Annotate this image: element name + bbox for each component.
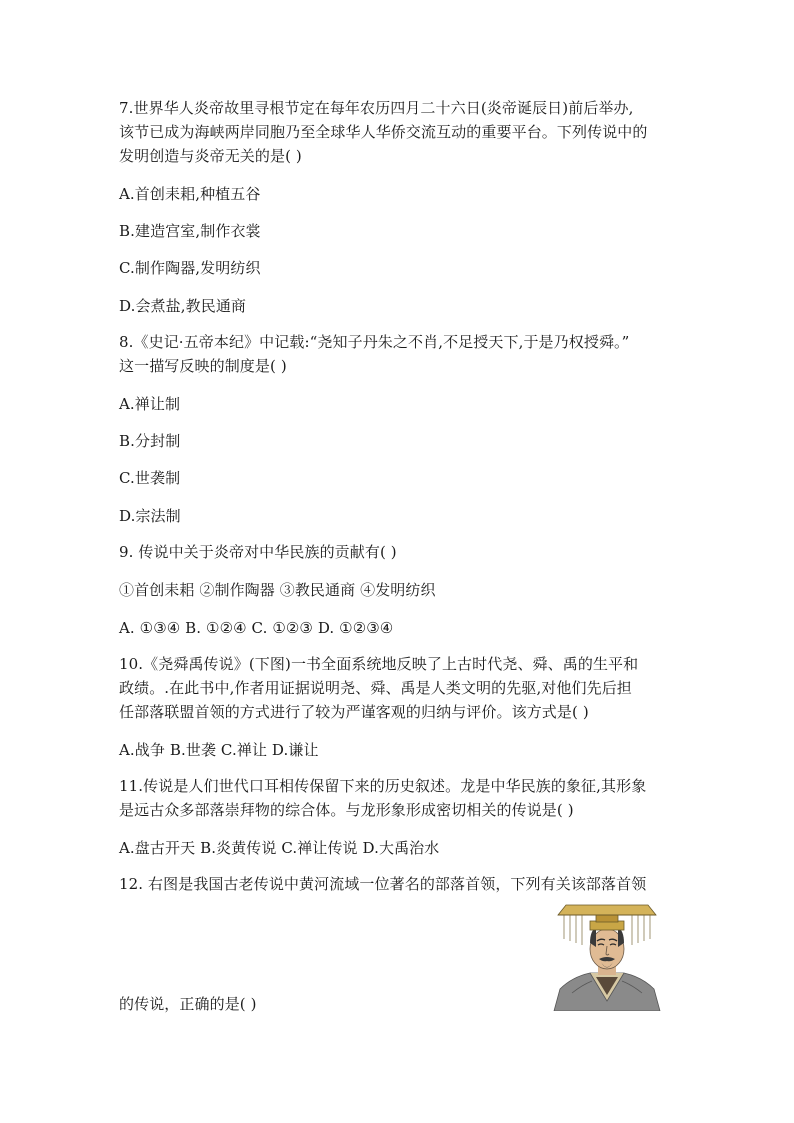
q7-stem-line-3: 发明创造与炎帝无关的是( ) <box>119 147 302 165</box>
q10-stem-line-1: 10.《尧舜禹传说》(下图)一书全面系统地反映了上古时代尧、舜、禹的生平和 <box>119 655 639 673</box>
q9-stem-line-1: 9. 传说中关于炎帝对中华民族的贡献有( ) <box>119 543 397 561</box>
q7-stem-line-1: 7.世界华人炎帝故里寻根节定在每年农历四月二十六日(炎帝诞辰日)前后举办, <box>119 99 634 117</box>
q9-options: A. ①③④ B. ①②④ C. ①②③ D. ①②③④ <box>119 619 394 637</box>
q10-stem-line-3: 任部落联盟首领的方式进行了较为严谨客观的归纳与评价。该方式是( ) <box>119 703 589 721</box>
q8-option-d: D.宗法制 <box>119 507 181 525</box>
q7-option-b: B.建造宫室,制作衣裳 <box>119 222 261 240</box>
q7-stem-line-2: 该节已成为海峡两岸同胞乃至全球华人华侨交流互动的重要平台。下列传说中的 <box>119 123 648 141</box>
q7-option-d: D.会煮盐,教民通商 <box>119 297 247 315</box>
tribal-leader-portrait <box>552 901 662 1011</box>
q8-option-a: A.禅让制 <box>119 395 181 413</box>
q11-options: A.盘古开天 B.炎黄传说 C.禅让传说 D.大禹治水 <box>119 839 440 857</box>
q12-stem-line-1: 12. 右图是我国古老传说中黄河流域一位著名的部落首领，下列有关该部落首领 <box>119 875 647 893</box>
q9-items: ①首创耒耜 ②制作陶器 ③教民通商 ④发明纺织 <box>119 581 436 599</box>
q12-stem-line-2: 的传说，正确的是( ) <box>119 995 257 1013</box>
q8-stem-line-2: 这一描写反映的制度是( ) <box>119 357 287 375</box>
q10-stem-line-2: 政绩。.在此书中,作者用证据说明尧、舜、禹是人类文明的先驱,对他们先后担 <box>119 679 632 697</box>
q7-option-c: C.制作陶器,发明纺织 <box>119 259 261 277</box>
q10-options: A.战争 B.世袭 C.禅让 D.谦让 <box>119 741 319 759</box>
q11-stem-line-2: 是远古众多部落崇拜物的综合体。与龙形象形成密切相关的传说是( ) <box>119 801 574 819</box>
q11-stem-line-1: 11.传说是人们世代口耳相传保留下来的历史叙述。龙是中华民族的象征,其形象 <box>119 777 647 795</box>
q8-option-b: B.分封制 <box>119 432 181 450</box>
q8-stem-line-1: 8.《史记·五帝本纪》中记载:“尧知子丹朱之不肖,不足授天下,于是乃权授舜。” <box>119 333 630 351</box>
q8-option-c: C.世袭制 <box>119 469 181 487</box>
q7-option-a: A.首创耒耜,种植五谷 <box>119 185 261 203</box>
